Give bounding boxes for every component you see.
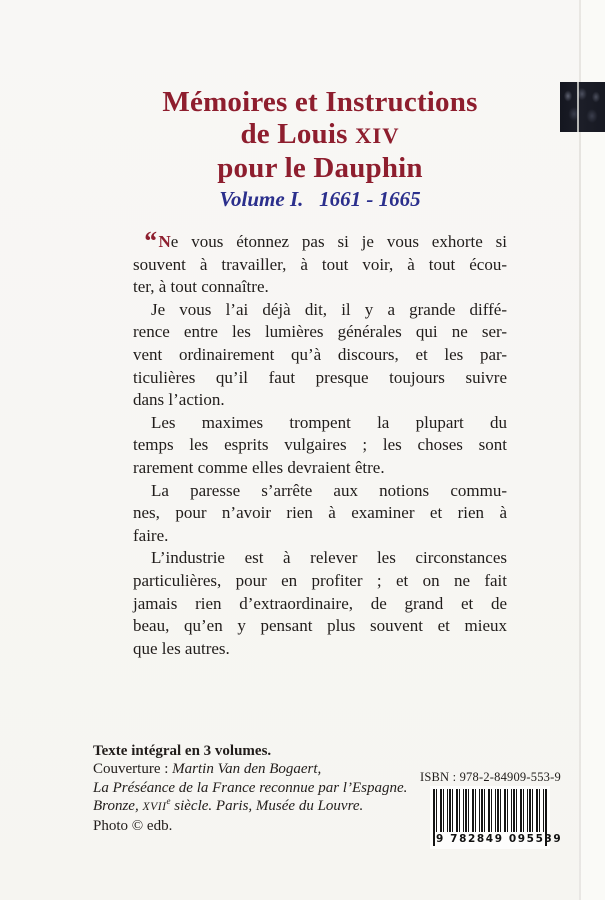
quote-line: ticulières qu’il faut presque toujours suivre (133, 367, 507, 387)
quote-line-text: e vous étonnez pas si je vous exhorte si (170, 232, 507, 251)
credits-medium: Bronze, (93, 798, 143, 815)
quote-initial-cap: N (158, 232, 171, 251)
credits-location: siècle. Paris, Musée du Louvre. (170, 798, 364, 815)
title-roman-numeral: XIV (355, 123, 400, 148)
title-line-1: Mémoires et Instructions (162, 86, 478, 118)
quote-line: beau, qu’en y pensant plus souvent et mieux (133, 616, 507, 636)
quote-line: faire. (133, 525, 169, 545)
barcode-digits: 9 782849 095539 (436, 833, 563, 845)
credits-artwork-title: La Préséance de la France reconnue par l’Espagne. (93, 779, 408, 796)
quote-line: rence entre les lumières générales qui ne ser- (133, 322, 507, 342)
publisher-credits (93, 742, 423, 835)
quote-text-block (133, 226, 507, 660)
credits-century-sup: e (166, 796, 171, 807)
quote-line: nes, pour n’avoir rien à examiner et rien à (133, 503, 507, 523)
title-line-2 (40, 118, 600, 152)
credits-photo-line: Photo © edb. (93, 817, 173, 834)
quote-line: temps les esprits vulgaires ; les choses sont (133, 435, 507, 455)
quote-line: dans l’action. (133, 390, 225, 410)
quote-line: Les maximes trompent la plupart du (151, 412, 507, 432)
quote-line (133, 226, 507, 256)
credits-cover-label: Couverture : (93, 761, 173, 778)
credits-artwork-details (93, 797, 423, 816)
ean-barcode (433, 789, 563, 846)
quote-line: ter, à tout connaître. (133, 277, 269, 297)
opening-quote-mark: “ (143, 226, 156, 256)
credits-cover-line (93, 760, 423, 778)
credits-artist: Martin Van den Bogaert, (172, 761, 322, 778)
quote-line: La paresse s’arrête aux notions commu- (151, 480, 507, 500)
quote-line: que les autres. (133, 638, 230, 658)
isbn-label: ISBN : 978-2-84909-553-9 (420, 770, 561, 784)
quote-line: rarement comme elles devraient être. (133, 457, 385, 477)
book-title (40, 86, 600, 184)
isbn-block (420, 770, 580, 846)
title-line-3: pour le Dauphin (217, 152, 423, 184)
credits-volumes-note: Texte intégral en 3 volumes. (93, 743, 272, 759)
credits-century-numeral: XVII (142, 800, 167, 814)
quote-line: jamais rien d’extraordinaire, de grand et de (133, 593, 507, 613)
quote-line: Je vous l’ai déjà dit, il y a grande diffé- (151, 299, 507, 319)
title-line-2-text: de Louis (240, 118, 356, 150)
volume-subtitle: Volume I. 1661 - 1665 (219, 187, 421, 211)
quote-line: particulières, pour en profiter ; et on ne fait (133, 570, 507, 590)
quote-line: L’industrie est à relever les circonstances (151, 548, 507, 568)
quote-line: vent ordinairement qu’à discours, et les par- (133, 344, 507, 364)
cover-photo-fragment (560, 82, 605, 132)
quote-line: souvent à travailler, à tout voir, à tout écou- (133, 254, 507, 274)
photo-fold-line (577, 82, 579, 132)
